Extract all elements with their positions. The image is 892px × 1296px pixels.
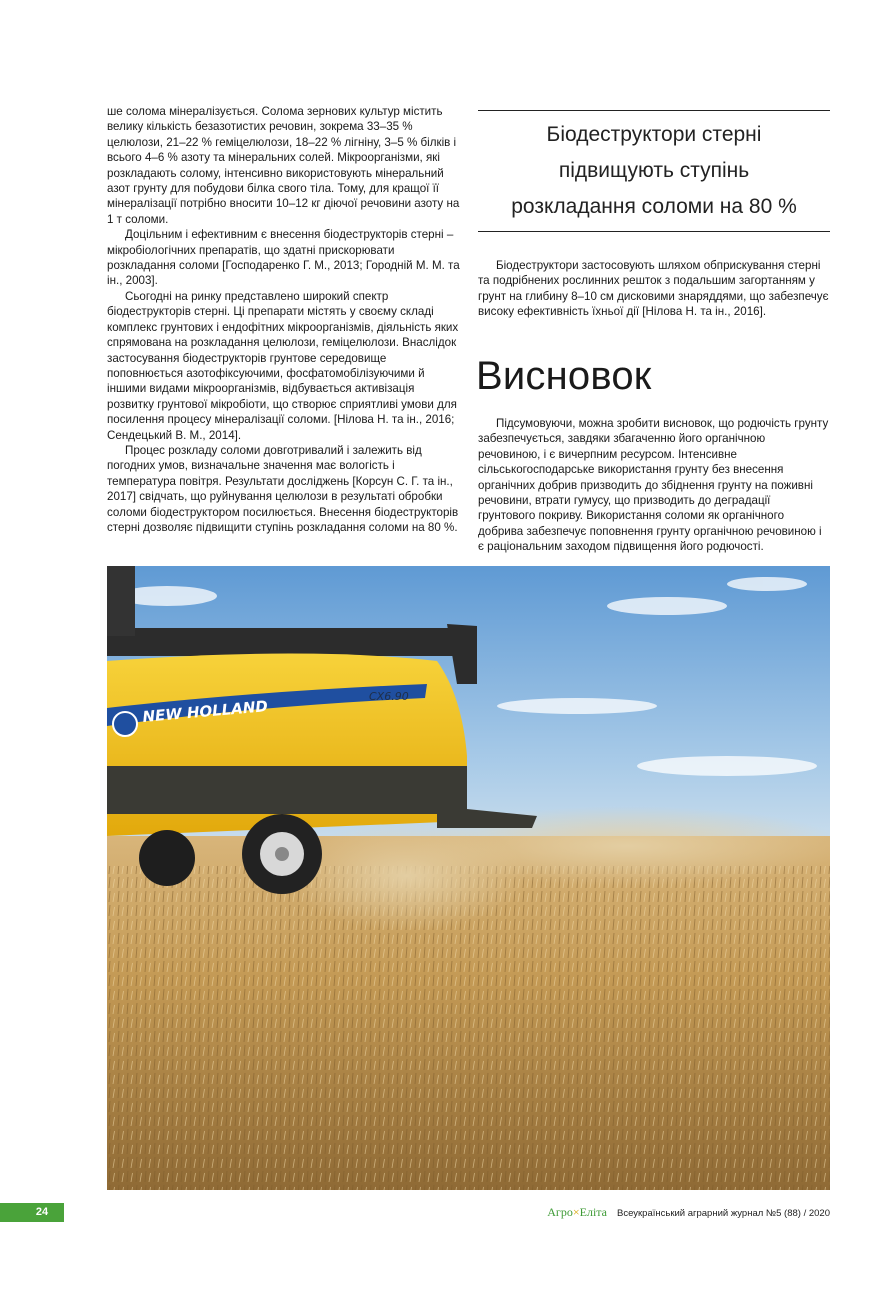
page-number: 24	[35, 1206, 49, 1218]
page-number-tab	[0, 1203, 64, 1222]
harvester-illustration	[107, 566, 830, 1190]
paragraph: Біодеструктори застосовують шляхом обприскування стерні та подрібнених рослинних решток з подальшим загортанням у грунт на глибину 8–10 см дисковими знаряддями, що забезпечує високу ефективність їхньої дії [Нілова Н. та ін., 2016].	[478, 259, 829, 319]
paragraph: Сьогодні на ринку представлено широкий спектр біодеструкторів стерні. Ці препарати містять у своєму складі комплекс грунтових і ендофітних мікроорганізмів, діяльність яких спрямована на розкладання целюлози, геміцелюлози. Внаслідок застосування біодеструкторів грунтове середовище поповнюється азотофіксуючими, фосфатомобілізуючими й іншими видами мікроорганізмів, відбувається активізація розвитку грунтової мікробіоти, що створює сприятливі умови для посилення процесу мінералізації соломи. [Нілова Н. та ін., 2016; Сендецький В. М., 2014].	[107, 289, 459, 442]
right-text-column	[478, 258, 830, 320]
combine-harvester-photo	[107, 566, 830, 1190]
paragraph: Процес розкладу соломи довготривалий і залежить від погодних умов, визначальне значення має вологість і температура повітря. Результати досліджень [Корсун С. Г. та ін., 2017] свідчать, що руйнування целюлози в результаті обробки соломи біодеструктором посилюється. Внесення біодеструкторів стерні дозволяє підвищити ступінь розкладання соломи на 80 %.	[107, 443, 459, 534]
paragraph: Доцільним і ефективним є внесення біодеструкторів стерні – мікробіологічних препаратів, що здатні прискорювати розкладання соломи [Господаренко Г. М., 2013; Городній М. М. та ін., 2003].	[107, 228, 460, 288]
left-text-column	[107, 104, 461, 535]
conclusion-heading: Висновок	[476, 354, 652, 398]
logo-right: Еліта	[579, 1205, 607, 1219]
paragraph: ше солома мінералізується. Солома зернових культур містить велику кількість безазотистих речовин, зокрема 33–35 % целюлози, 21–22 % геміцелюлози, 18–22 % лігніну, 3–5 % білків і всього 4–6 % азоту та мінеральних солей. Мікроорганізми, які розкладають солому, інтенсивно використовують мінеральний азот грунту для побудови білка свого тіла. Тому, для кращої її мінералізації потрібно вносити 10–12 кг діючої речовини азоту на 1 т соломи.	[107, 105, 460, 226]
pull-quote	[478, 110, 830, 232]
journal-issue: Всеукраїнський аграрний журнал №5 (88) / 2020	[617, 1208, 830, 1219]
model-text: CX6.90	[369, 690, 409, 703]
conclusion-paragraph: Підсумовуючи, можна зробити висновок, що родючість грунту забезпечується, завдяки збагаченню його органічною речовиною, і є вичерпним ресурсом. Інтенсивне сільськогосподарське використання грунту без внесення органічних добрив призводить до збіднення грунту на поживні речовини, втрати гумусу, що призводить до деградації грунтового покриву. Використання соломи як органічного добрива забезпечує поповнення грунту органічною речовиною і є раціональним заходом підвищення його родючості.	[478, 417, 829, 554]
brand-text: NEW HOLLAND	[141, 697, 269, 726]
pull-quote-text: Біодеструктори стерні підвищують ступінь розкладання соломи на 80 %	[511, 123, 797, 218]
journal-logo	[547, 1205, 607, 1219]
logo-left: Агро	[547, 1205, 573, 1219]
logo-mark: ×	[572, 1205, 580, 1219]
journal-footer	[547, 1205, 830, 1221]
conclusion-column	[478, 416, 830, 555]
